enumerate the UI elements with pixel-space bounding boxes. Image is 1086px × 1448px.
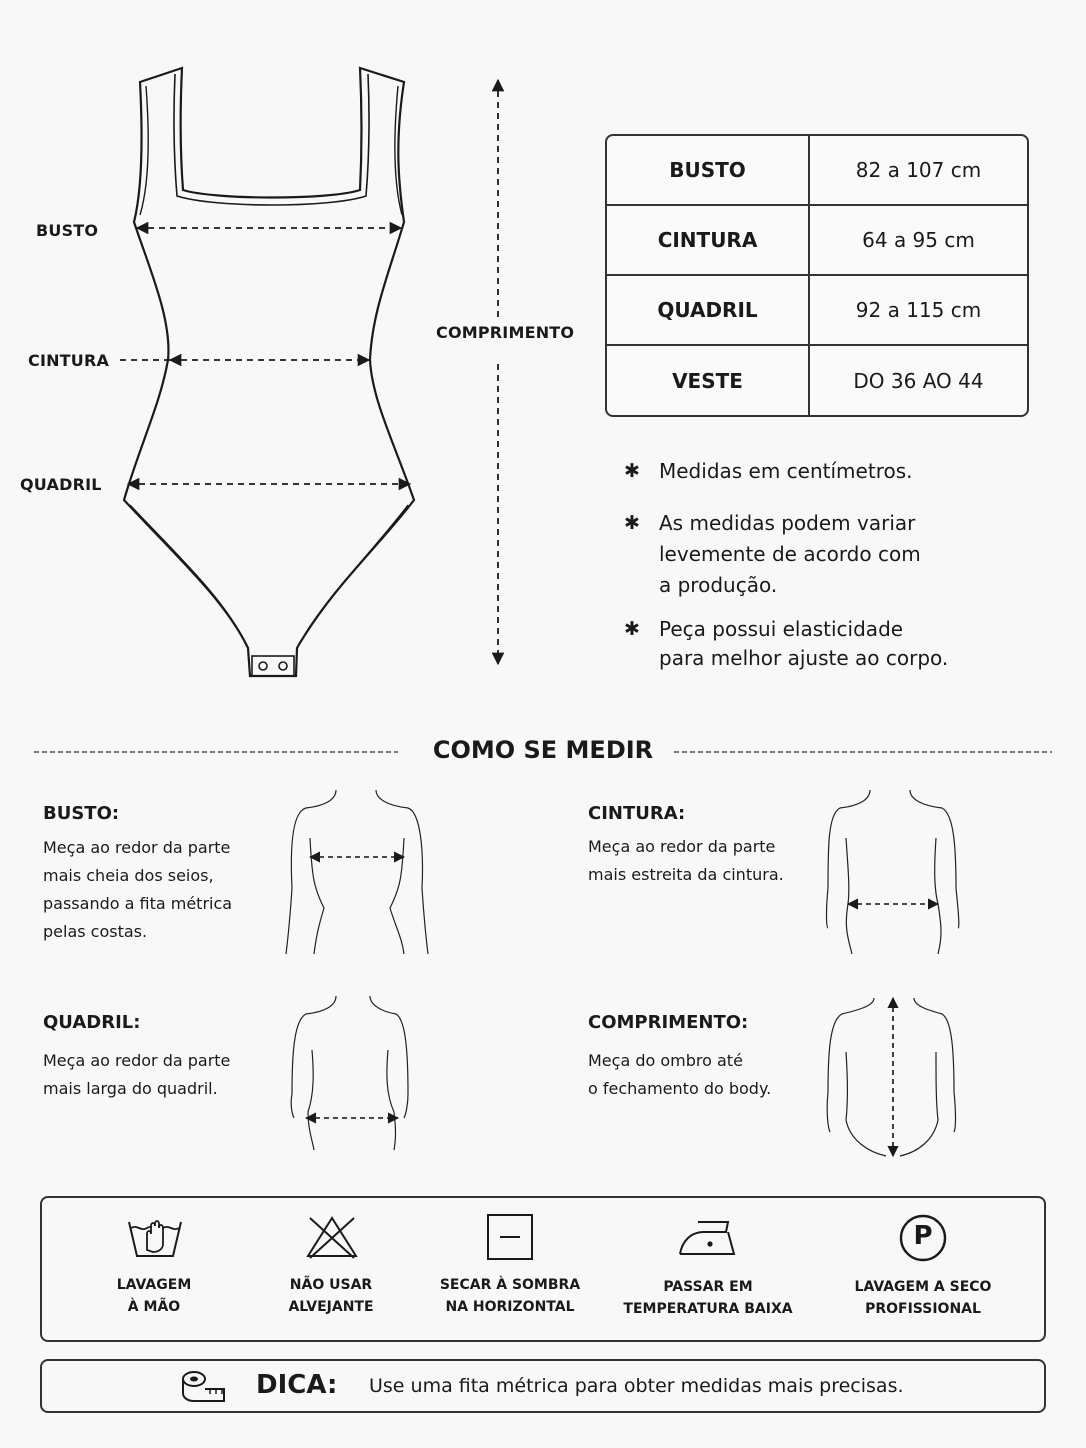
diagram-label-hip: QUADRIL	[20, 475, 102, 494]
no-bleach-icon	[304, 1214, 360, 1260]
size-row	[607, 136, 1027, 206]
diagram-label-waist: CINTURA	[28, 351, 110, 370]
note-line: para melhor ajuste ao corpo.	[659, 646, 949, 670]
note-line: Medidas em centímetros.	[659, 459, 913, 483]
howto-length-title: COMPRIMENTO:	[588, 1012, 749, 1033]
diagram-label-bust: BUSTO	[36, 221, 99, 240]
size-row-value: DO 36 AO 44	[853, 368, 984, 393]
howto-bust-text: Meça ao redor da parte mais cheia dos seios, passando a fita métrica pelas costas.	[43, 838, 233, 941]
size-row	[607, 276, 1027, 346]
note-line: levemente de acordo com	[659, 542, 921, 566]
size-row	[607, 206, 1027, 276]
dry-clean-symbol: P	[913, 1221, 933, 1251]
torso-waist-figure	[818, 788, 968, 958]
size-row-value: 82 a 107 cm	[855, 158, 982, 182]
measuring-tape-icon	[180, 1369, 230, 1405]
size-row-name: CINTURA	[607, 206, 810, 274]
asterisk-icon: ✱	[624, 618, 640, 640]
size-row-value: 64 a 95 cm	[862, 228, 975, 252]
size-row	[607, 346, 1027, 415]
care-label: PASSAR EM TEMPERATURA BAIXA	[623, 1279, 793, 1317]
iron-low-icon	[678, 1218, 738, 1258]
size-row-name: BUSTO	[607, 136, 810, 204]
care-label: NÃO USAR ALVEJANTE	[288, 1277, 374, 1315]
size-row-value: 92 a 115 cm	[855, 298, 982, 322]
torso-bust-figure	[284, 788, 434, 958]
howto-length-text: Meça do ombro até o fechamento do body.	[588, 1051, 772, 1098]
how-to-title: COMO SE MEDIR	[432, 736, 654, 764]
diagram-label-length: COMPRIMENTO	[436, 323, 575, 342]
care-label: LAVAGEM À MÃO	[116, 1277, 192, 1315]
torso-length-figure	[818, 992, 968, 1162]
hand-wash-icon	[125, 1212, 185, 1262]
howto-waist-text: Meça ao redor da parte mais estreita da cintura.	[588, 837, 784, 884]
care-label: LAVAGEM A SECO PROFISSIONAL	[854, 1279, 992, 1317]
size-table	[605, 134, 1029, 417]
asterisk-icon: ✱	[624, 460, 640, 482]
size-row-name: VESTE	[607, 346, 810, 415]
howto-bust-title: BUSTO:	[43, 803, 120, 824]
howto-hip-title: QUADRIL:	[43, 1012, 141, 1033]
dry-flat-shade-icon	[486, 1213, 536, 1261]
care-label: SECAR À SOMBRA NA HORIZONTAL	[439, 1277, 581, 1315]
howto-hip-text: Meça ao redor da parte mais larga do quadril.	[43, 1051, 231, 1098]
asterisk-icon: ✱	[624, 512, 640, 534]
note-line: a produção.	[659, 573, 778, 597]
torso-hip-figure	[284, 994, 434, 1154]
note-line: As medidas podem variar	[659, 511, 916, 535]
size-row-name: QUADRIL	[607, 276, 810, 344]
howto-waist-title: CINTURA:	[588, 803, 686, 824]
note-line: Peça possui elasticidade	[659, 617, 904, 641]
tip-text: Use uma fita métrica para obter medidas mais precisas.	[369, 1375, 904, 1397]
care-box	[40, 1196, 1046, 1342]
tip-title: DICA:	[256, 1370, 338, 1400]
